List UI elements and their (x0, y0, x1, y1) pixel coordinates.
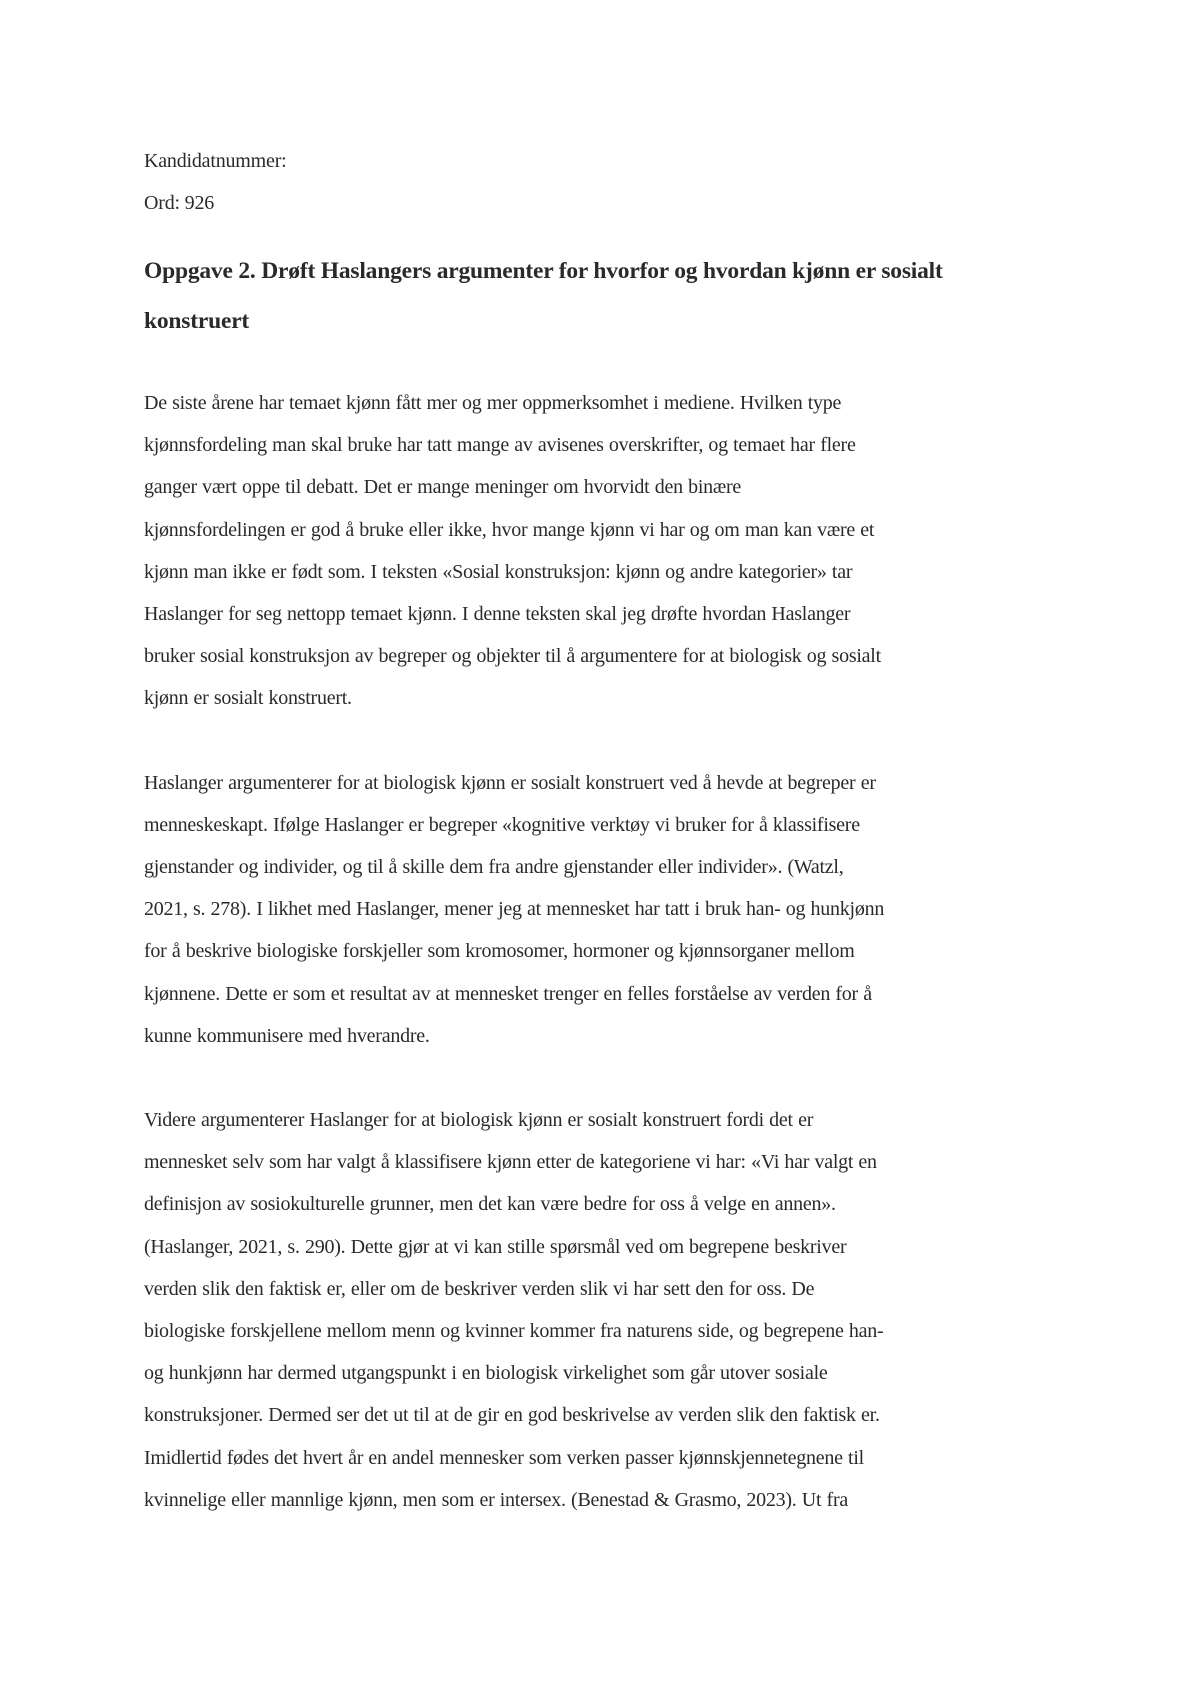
text-line: konstruksjoner. Dermed ser det ut til at de gir en god beskrivelse av verden slik den faktisk er. (144, 1404, 880, 1427)
candidate-number-label: Kandidatnummer: (144, 150, 287, 172)
text-line: kjønnsfordelingen er god å bruke eller ikke, hvor mange kjønn vi har og om man kan være et (144, 518, 875, 541)
text-line: (Haslanger, 2021, s. 290). Dette gjør at vi kan stille spørsmål ved om begrepene beskriver (144, 1235, 847, 1258)
text-line: biologiske forskjellene mellom menn og kvinner kommer fra naturens side, og begrepene han- (144, 1320, 884, 1343)
text-line: bruker sosial konstruksjon av begreper og objekter til å argumentere for at biologisk og sosialt (144, 645, 881, 668)
text-line: kjønnsfordeling man skal bruke har tatt mange av avisenes overskrifter, og temaet har flere (144, 434, 856, 457)
text-line: definisjon av sosiokulturelle grunner, men det kan være bedre for oss å velge en annen». (144, 1193, 836, 1216)
text-line: kjønn man ikke er født som. I teksten «Sosial konstruksjon: kjønn og andre kategorier» tar (144, 560, 853, 583)
word-count: Ord: 926 (144, 192, 215, 214)
text-line: Haslanger for seg nettopp temaet kjønn. I denne teksten skal jeg drøfte hvordan Haslanger (144, 603, 851, 626)
title-line: konstruert (144, 308, 250, 334)
title-line: Oppgave 2. Drøft Haslangers argumenter for hvorfor og hvordan kjønn er sosialt (144, 258, 943, 284)
text-line: kvinnelige eller mannlige kjønn, men som er intersex. (Benestad & Grasmo, 2023). Ut fra (144, 1488, 849, 1511)
document-body (144, 140, 1068, 1521)
text-line: kunne kommunisere med hverandre. (144, 1024, 430, 1047)
text-line: verden slik den faktisk er, eller om de beskriver verden slik vi har sett den for oss. De (144, 1277, 815, 1300)
text-line: mennesket selv som har valgt å klassifisere kjønn etter de kategoriene vi har: «Vi har valgt en (144, 1151, 877, 1174)
paragraph-classification (144, 1099, 1068, 1521)
text-line: menneskeskapt. Ifølge Haslanger er begreper «kognitive verktøy vi bruker for å klassifisere (144, 813, 860, 836)
text-line: og hunkjønn har dermed utgangspunkt i en biologisk virkelighet som går utover sosiale (144, 1362, 828, 1385)
text-line: Imidlertid fødes det hvert år en andel mennesker som verken passer kjønnskjennetegnene til (144, 1446, 864, 1469)
text-line: 2021, s. 278). I likhet med Haslanger, mener jeg at mennesket har tatt i bruk han- og hunkjønn (144, 898, 885, 921)
text-line: Haslanger argumenterer for at biologisk kjønn er sosialt konstruert ved å hevde at begreper er (144, 771, 876, 794)
paragraph-introduction (144, 382, 1068, 720)
text-line: kjønnene. Dette er som et resultat av at mennesket trenger en felles forståelse av verden for å (144, 982, 872, 1005)
assignment-title (144, 246, 1068, 346)
text-line: Videre argumenterer Haslanger for at biologisk kjønn er sosialt konstruert fordi det er (144, 1109, 814, 1132)
text-line: kjønn er sosialt konstruert. (144, 687, 352, 710)
text-line: gjenstander og individer, og til å skille dem fra andre gjenstander eller individer». (Watzl, (144, 856, 844, 879)
text-line: for å beskrive biologiske forskjeller som kromosomer, hormoner og kjønnsorganer mellom (144, 940, 855, 963)
text-line: ganger vært oppe til debatt. Det er mange meninger om hvorvidt den binære (144, 476, 742, 499)
paragraph-concepts (144, 762, 1068, 1057)
text-line: De siste årene har temaet kjønn fått mer og mer oppmerksomhet i mediene. Hvilken type (144, 392, 842, 414)
